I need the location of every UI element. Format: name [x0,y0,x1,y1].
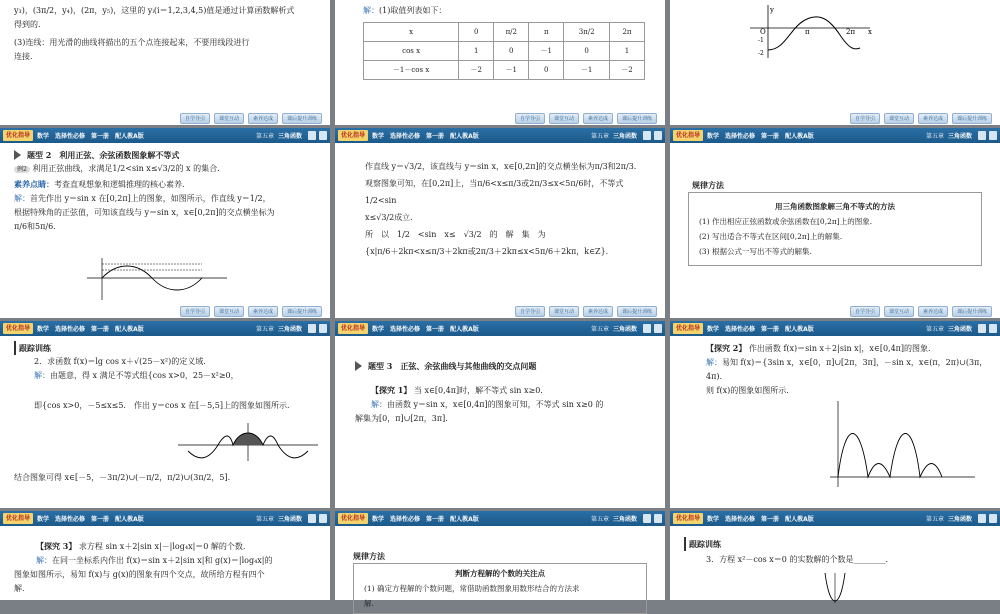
table-cell: π/2 [494,23,529,42]
volume: 第一册 [761,516,780,523]
practice-title: 跟踪训练 [14,341,318,355]
slide-1-body [14,4,314,64]
prev-button[interactable] [978,131,986,140]
topic: 三角函数 [612,133,637,140]
method-item: (1) 作出相应正弦函数或余弦函数在[0,2π]上的图象. [699,217,873,226]
nav-button[interactable]: 自学导引 [515,306,545,317]
nav-button[interactable]: 素养达成 [583,113,613,124]
chapter: 第五章 [925,133,944,140]
triangle-icon [355,361,362,371]
edition: 配人教A版 [115,516,144,523]
method-title: 规律方法 [353,551,385,561]
inquiry-tag: 【探究 1】 [371,385,412,395]
edition: 配人教A版 [450,326,479,333]
solution-text: 在同一坐标系内作出 f(x)＝sin x＋2|sin x|和 g(x)＝|log₄x|的 [52,556,273,565]
next-button[interactable] [654,514,662,523]
slide-header [0,511,330,526]
subject: 数学 [707,326,720,333]
table-cell: cos x [364,42,459,61]
method-title: 规律方法 [692,180,724,190]
next-button[interactable] [989,324,997,333]
topic: 三角函数 [277,133,302,140]
text-line: 根据特殊角的正弦值，可知该直线与 y＝sin x，x∈[0,2π]的交点横坐标为 [14,208,275,217]
chapter: 第五章 [590,133,609,140]
solution-label: 解： [36,556,52,565]
nav-button[interactable]: 课堂互动 [884,306,914,317]
table-cell: －1 [564,61,610,80]
next-button[interactable] [654,131,662,140]
method-item: (1) 确定方程解的个数问题，常借助函数图象用数形结合的方法求 [364,584,580,593]
table-row [364,23,645,42]
text-line: 连接. [14,52,33,61]
next-button[interactable] [989,131,997,140]
course: 选择性必修 [55,326,86,333]
inquiry-tag: 【探究 3】 [36,541,77,551]
slide-4 [0,128,330,318]
prev-button[interactable] [308,514,316,523]
chapter: 第五章 [925,516,944,523]
topic: 三角函数 [277,326,302,333]
section-title-text: 题型 3 正弦、余弦曲线与其他曲线的交点问题 [368,361,537,371]
practice-title: 跟踪训练 [684,537,988,551]
slide-10-body [14,539,318,596]
question-text: 3．方程 x²－cos x＝0 的实数解的个数是________. [706,555,888,564]
nav-button[interactable]: 课堂互动 [214,306,244,317]
table-cell: 1 [609,42,644,61]
sine-graph [82,256,232,301]
value-table [363,22,645,80]
prev-button[interactable] [643,514,651,523]
slide-2 [335,0,665,125]
table-cell: 0 [494,42,529,61]
logo: 优化指导 [3,323,33,334]
prev-button[interactable] [643,324,651,333]
text-line: 得到的. [14,20,41,29]
nav-button[interactable]: 素养达成 [248,113,278,124]
axis-label-y: y [770,6,774,14]
subject: 数学 [372,326,385,333]
text-line: (3)连线：用光滑的曲线将描出的五个点连接起来，不要用线段进行 [14,38,250,47]
prev-button[interactable] [643,131,651,140]
prev-button[interactable] [978,324,986,333]
chapter: 第五章 [255,516,274,523]
logo: 优化指导 [673,513,703,524]
footer-nav [335,111,665,125]
method-box [688,192,982,266]
tick-label: π [805,28,810,36]
volume: 第一册 [761,326,780,333]
nav-button[interactable]: 课后提升训练 [617,306,657,317]
text-line: {x|π/6＋2kπ<x≤π/3＋2kπ或2π/3＋2kπ≤x<5π/6＋2kπ，k∈Z}. [365,247,609,256]
slide-7-body [14,341,318,413]
solution-label: 解： [706,358,722,367]
slide-11-body [353,549,647,614]
slide-header [670,128,1000,143]
nav-button[interactable]: 课堂互动 [214,113,244,124]
inquiry-text: 当 x∈[0,4π]时，解不等式 sin x≥0. [413,386,543,395]
logo: 优化指导 [3,513,33,524]
example-tag: 例2 [14,166,30,173]
solution-text: 首先作出 y＝sin x 在[0,2π]上的图象，如图所示，作直线 y＝1/2， [30,194,271,203]
course: 选择性必修 [725,326,756,333]
nav-button[interactable]: 课堂互动 [549,113,579,124]
logo: 优化指导 [3,130,33,141]
text-line: π/6和5π/6. [14,222,56,231]
prev-button[interactable] [308,324,316,333]
section-title-text: 题型 2 利用正弦、余弦函数图象解不等式 [27,150,180,160]
text-line: 解. [14,584,25,593]
topic: 三角函数 [612,516,637,523]
method-item: (2) 写出适合不等式在区间[0,2π]上的解集. [699,232,843,241]
subject: 数学 [37,516,50,523]
edition: 配人教A版 [450,516,479,523]
nav-button[interactable]: 素养达成 [248,306,278,317]
text-line: y₃)，(3π/2，y₄)，(2π，y₅)，这里的 yᵢ(i＝1,2,3,4,5)值是通过计算函数解析式 [14,6,295,15]
slide-6 [670,128,1000,318]
solution-label: 解： [34,371,50,380]
course: 选择性必修 [390,326,421,333]
nav-button[interactable]: 自学导引 [850,306,880,317]
course: 选择性必修 [55,133,86,140]
slide-7-footer-text [14,471,318,485]
slide-header [670,321,1000,336]
table-cell: －1 [494,61,529,80]
slide-4-body [14,148,318,234]
slide-header [335,321,665,336]
table-cell: 2π [609,23,644,42]
volume: 第一册 [426,516,445,523]
nav-button[interactable]: 素养达成 [918,306,948,317]
table-cell: 0 [529,61,564,80]
subject: 数学 [707,516,720,523]
parabola-sketch [820,573,850,603]
method-item: (3) 根据公式一写出不等式的解集. [699,247,812,256]
slide-6-body [688,178,982,266]
subject: 数学 [372,516,385,523]
nav-button[interactable]: 课后提升训练 [952,306,992,317]
chapter: 第五章 [255,326,274,333]
nav-button[interactable]: 素养达成 [918,113,948,124]
course: 选择性必修 [390,516,421,523]
cosine-shaded-graph [178,421,318,463]
next-button[interactable] [989,514,997,523]
table-cell: 0 [564,42,610,61]
topic: 三角函数 [277,516,302,523]
logo: 优化指导 [673,323,703,334]
slide-8-body [355,359,645,426]
table-row [364,61,645,80]
course: 选择性必修 [725,133,756,140]
volume: 第一册 [761,133,780,140]
course: 选择性必修 [55,516,86,523]
edition: 配人教A版 [785,326,814,333]
logo: 优化指导 [338,130,368,141]
table-cell: 3π/2 [564,23,610,42]
table-cell: －2 [609,61,644,80]
method-subtitle: 判断方程解的个数的关注点 [455,569,545,578]
method-box [353,563,647,614]
example-text: 利用正弦曲线，求满足1/2<sin x≤√3/2的 x 的集合. [32,164,220,173]
nav-button[interactable]: 课后提升训练 [282,113,322,124]
course: 选择性必修 [390,133,421,140]
tick-label: -1 [758,37,764,44]
solution-label: 解： [363,6,379,15]
solution-text: 易知 f(x)＝{3sin x，x∈[0，π]∪[2π，3π]，－sin x，x∈(π，2π)∪(3π，4π). [706,358,988,381]
solution-text: (1)取值列表如下： [379,6,447,15]
slide-5 [335,128,665,318]
edition: 配人教A版 [785,516,814,523]
slide-12-body [684,537,988,567]
subject: 数学 [707,133,720,140]
nav-button[interactable]: 自学导引 [515,113,545,124]
slide-11 [335,511,665,608]
slide-header [335,511,665,526]
prev-button[interactable] [978,514,986,523]
slide-2-body [363,4,645,80]
literacy-label: 素养点睛： [14,179,54,189]
slide-12 [670,511,1000,600]
next-button[interactable] [654,324,662,333]
chapter: 第五章 [590,326,609,333]
footer-nav [0,111,330,125]
chapter: 第五章 [925,326,944,333]
slide-9-body [706,341,988,398]
tick-label: -2 [758,50,764,57]
topic: 三角函数 [947,516,972,523]
volume: 第一册 [426,133,445,140]
table-cell: 1 [459,42,494,61]
solution-text: 由函数 y＝sin x，x∈[0,4π]的图象可知，不等式 sin x≥0 的 [387,400,604,409]
topic: 三角函数 [612,326,637,333]
volume: 第一册 [91,133,110,140]
table-cell: π [529,23,564,42]
logo: 优化指导 [673,130,703,141]
tick-label: 2π [846,28,856,36]
logo: 优化指导 [338,513,368,524]
inquiry-text: 作出函数 f(x)＝sin x＋2|sin x|，x∈[0,4π]的图象. [748,344,931,353]
edition: 配人教A版 [115,326,144,333]
edition: 配人教A版 [450,133,479,140]
footer-nav [670,304,1000,318]
nav-button[interactable]: 课堂互动 [884,113,914,124]
literacy-text: 考查直观想象和逻辑推理的核心素养. [54,180,185,189]
subject: 数学 [372,133,385,140]
course: 选择性必修 [725,516,756,523]
subject: 数学 [37,326,50,333]
slide-header [0,128,330,143]
prev-button[interactable] [308,131,316,140]
nav-button[interactable]: 课堂互动 [549,306,579,317]
nav-button[interactable]: 自学导引 [850,113,880,124]
topic: 三角函数 [947,326,972,333]
nav-button[interactable]: 素养达成 [583,306,613,317]
volume: 第一册 [91,516,110,523]
table-cell: －1－cos x [364,61,459,80]
text-line: 则 f(x)的图象如图所示. [706,386,789,395]
volume: 第一册 [426,326,445,333]
table-cell: －1 [529,42,564,61]
chapter: 第五章 [590,516,609,523]
origin-label: O [760,28,766,36]
volume: 第一册 [91,326,110,333]
table-cell: －2 [459,61,494,80]
nav-button[interactable]: 课后提升训练 [282,306,322,317]
text-line: 观察图象可知，在[0,2π]上，当π/6<x≤π/3或2π/3≤x<5π/6时，不等式1/2<sin [365,179,624,205]
text-line: 即{cos x>0，－5≤x≤5. 作出 y＝cos x 在[－5,5]上的图象如图所示. [34,401,290,410]
text-line: 结合图象可得 x∈[－5，－3π/2)∪(－π/2，π/2)∪(3π/2，5]. [14,473,231,482]
slide-3 [670,0,1000,125]
topic: 三角函数 [947,133,972,140]
table-cell: x [364,23,459,42]
section-title [14,148,318,162]
slide-header [0,321,330,336]
slide-header [670,511,1000,526]
solution-label: 解： [371,400,387,409]
inquiry-text: 求方程 sin x＋2|sin x|－|log₄x|＝0 解的个数. [78,542,246,551]
nav-button[interactable]: 自学导引 [180,113,210,124]
table-cell: 0 [459,23,494,42]
cosine-graph [670,0,1000,100]
question-text: 2．求函数 f(x)＝lg cos x＋√(25－x²)的定义域. [34,357,206,366]
slide-10 [0,511,330,600]
slide-9 [670,321,1000,508]
inquiry-tag: 【探究 2】 [706,343,747,353]
chapter: 第五章 [255,133,274,140]
method-item: 解. [364,599,374,608]
method-subtitle: 用三角函数图象解三角不等式的方法 [775,202,895,211]
edition: 配人教A版 [115,133,144,140]
nav-button[interactable]: 课后提升训练 [952,113,992,124]
text-line: 作直线 y＝√3/2，该直线与 y＝sin x，x∈[0,2π]的交点横坐标为π/3和2π/3. [365,162,637,171]
piecewise-graph [820,399,980,489]
subject: 数学 [37,133,50,140]
slide-8 [335,321,665,508]
text-line: 图象如图所示，易知 f(x)与 g(x)的图象有四个交点，故所给方程有四个 [14,570,265,579]
section-title [355,359,645,373]
slide-7 [0,321,330,508]
table-row [364,42,645,61]
triangle-icon [14,150,21,160]
footer-nav [670,111,1000,125]
text-line: 解集为[0，π]∪[2π，3π]. [355,414,448,423]
nav-button[interactable]: 课后提升训练 [617,113,657,124]
next-button[interactable] [319,324,327,333]
footer-nav [335,304,665,318]
text-line: x≤√3/2成立. [365,213,413,222]
solution-label: 解： [14,194,30,203]
footer-nav [0,304,330,318]
next-button[interactable] [319,131,327,140]
nav-button[interactable]: 自学导引 [180,306,210,317]
next-button[interactable] [319,514,327,523]
solution-text: 由题意，得 x 满足不等式组{cos x>0，25－x²≥0， [50,371,239,380]
edition: 配人教A版 [785,133,814,140]
text-line: 所 以 1/2 <sin x≤ √3/2 的 解 集 为 [365,230,546,239]
logo: 优化指导 [338,323,368,334]
axis-label-x: x [868,28,872,36]
slide-5-body [365,158,649,260]
slide-1 [0,0,330,125]
slide-header [335,128,665,143]
